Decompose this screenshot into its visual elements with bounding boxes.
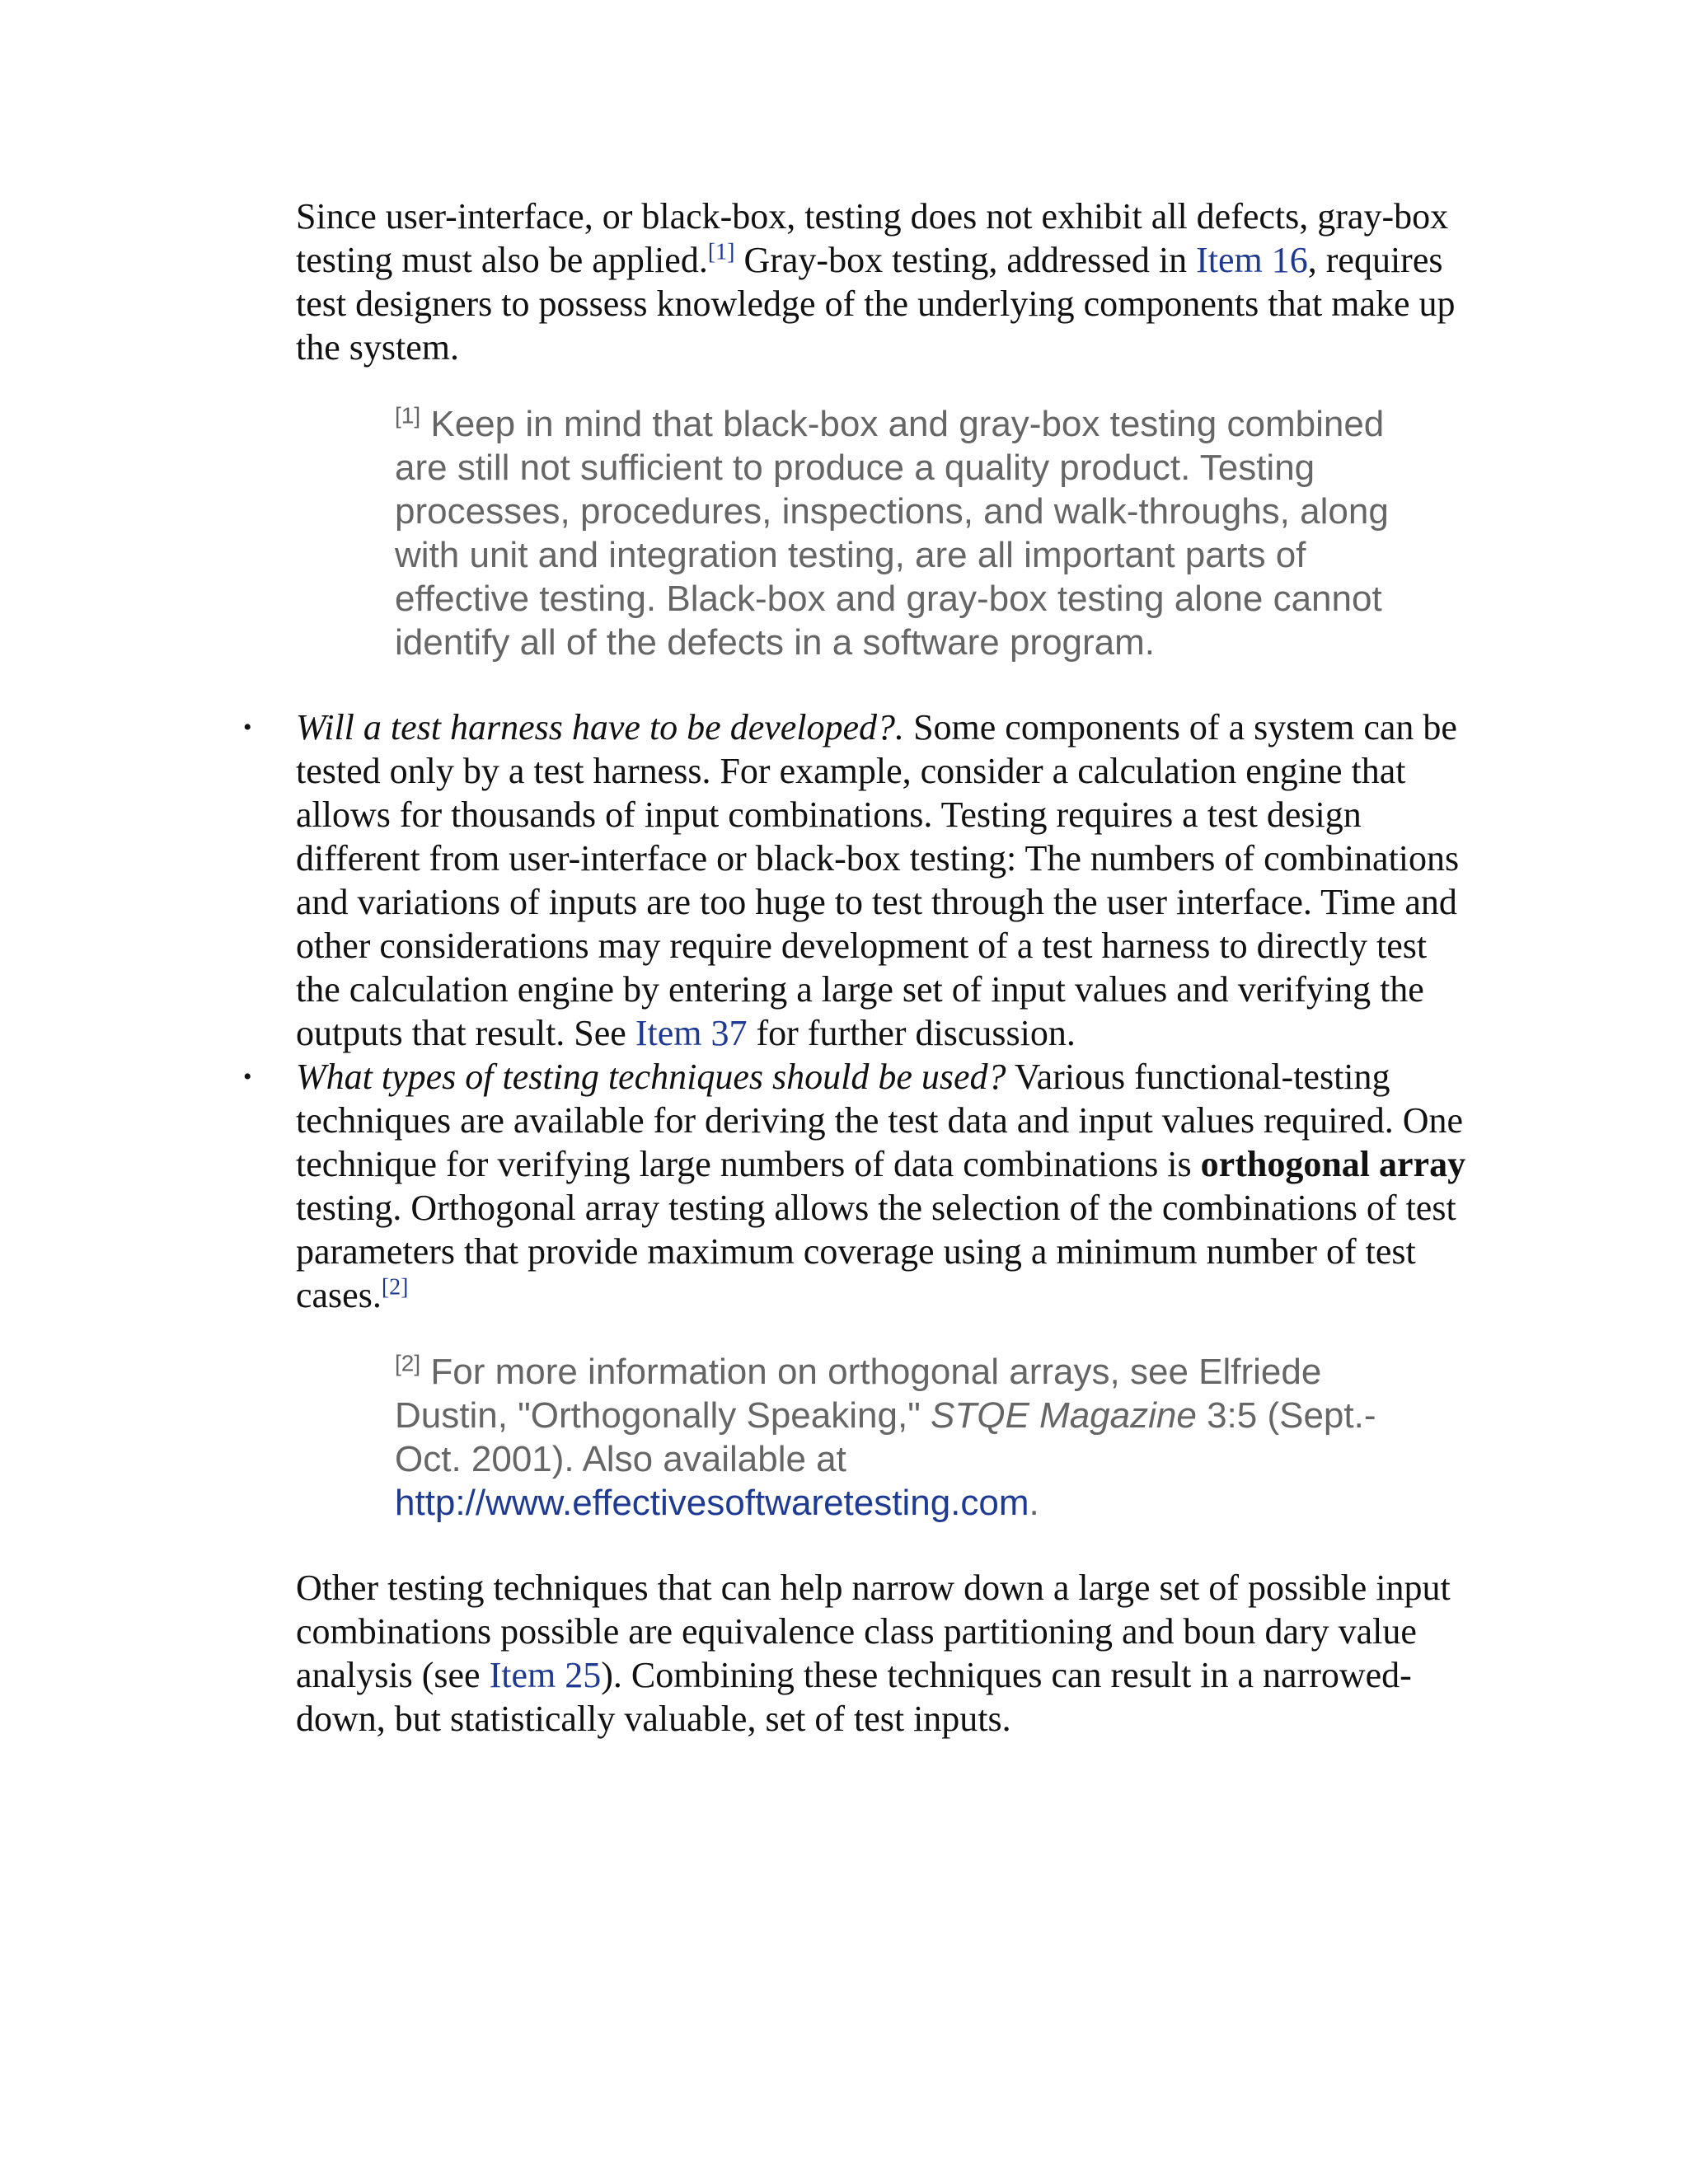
list-item-testing-techniques [243,1055,1475,1317]
list-item-body: Various functional-testing techniques are available for deriving the test data and input values required. One technique for verifying large numbers of data combinations is [296,1057,1464,1184]
item-16-link[interactable]: Item 16 [1196,240,1308,280]
footnote-2 [395,1350,1392,1525]
item-25-link[interactable]: Item 25 [489,1655,602,1695]
footnote-text: 3:5 (Sept.-Oct. 2001). Also available at [395,1395,1376,1479]
footnote-marker-2: [2] [395,1350,421,1376]
list-item-body: Some components of a system can be tested only by a test harness. For example, consider a calculation engine that allows for thousands of input combinations. Testing requires a test design different from user-interface or black-box testing: The numbers of combinations and variations of inputs are too huge to test through the user interface. Time and other considerations may require development of a test harness to directly test the calculation engine by entering a large set of input values and verifying the outputs that result. See [296,707,1460,1053]
paragraph-other-techniques [296,1566,1475,1741]
paragraph-gray-box [296,194,1475,369]
footnote-text: Keep in mind that black-box and gray-box testing combined are still not sufficient to produce a quality product. Testing processes, procedures, inspections, and walk-throughs, along with unit and integration testing, are all important parts of effective testing. Black-box and gray-box testing alone cannot identify all of the defects in a software program. [395,404,1389,663]
footnote-ref-2[interactable]: [2] [381,1274,409,1301]
footnote-marker-1: [1] [395,402,421,429]
list-item-text [296,1057,1465,1315]
bold-term: orthogonal array [1200,1144,1466,1184]
question-heading: Will a test harness have to be developed?. [296,707,905,748]
item-37-link[interactable]: Item 37 [635,1013,748,1053]
question-heading: What types of testing techniques should be used? [296,1057,1006,1097]
website-link[interactable]: http://www.effectivesoftwaretesting.com [395,1483,1029,1523]
bullet-icon: • [243,714,252,741]
list-item-body: testing. Orthogonal array testing allows the selection of the combinations of test parameters that provide maximum coverage using a minimum number of test cases. [296,1188,1456,1315]
document-content [243,194,1475,1774]
question-list [243,705,1475,1317]
paragraph-text: ). Combining these techniques can result in a narrowed-down, but statistically valuable, set of test inputs. [296,1655,1412,1739]
magazine-title: STQE Magazine [931,1395,1197,1436]
list-item-test-harness [243,705,1475,1055]
footnote-text: For more information on orthogonal arrays, see Elfriede Dustin, "Orthogonally Speaking," [395,1352,1322,1436]
list-item-text [296,707,1459,1053]
footnote-ref-1[interactable]: [1] [707,239,735,265]
paragraph-text: Since user-interface, or black-box, testing does not exhibit all defects, gray-box testing must also be applied. [296,196,1449,280]
bullet-icon: • [243,1063,252,1090]
footnote-1 [395,402,1392,664]
paragraph-text: Other testing techniques that can help narrow down a large set of possible input combinations possible are equivalence class partitioning and boun dary value analysis (see [296,1568,1451,1695]
paragraph-text: Gray-box testing, addressed in [734,240,1197,280]
footnote-text: . [1029,1483,1039,1523]
list-item-body: for further discussion. [747,1013,1076,1053]
paragraph-text: , requires test designers to possess knowledge of the underlying components that make up the system. [296,240,1456,368]
